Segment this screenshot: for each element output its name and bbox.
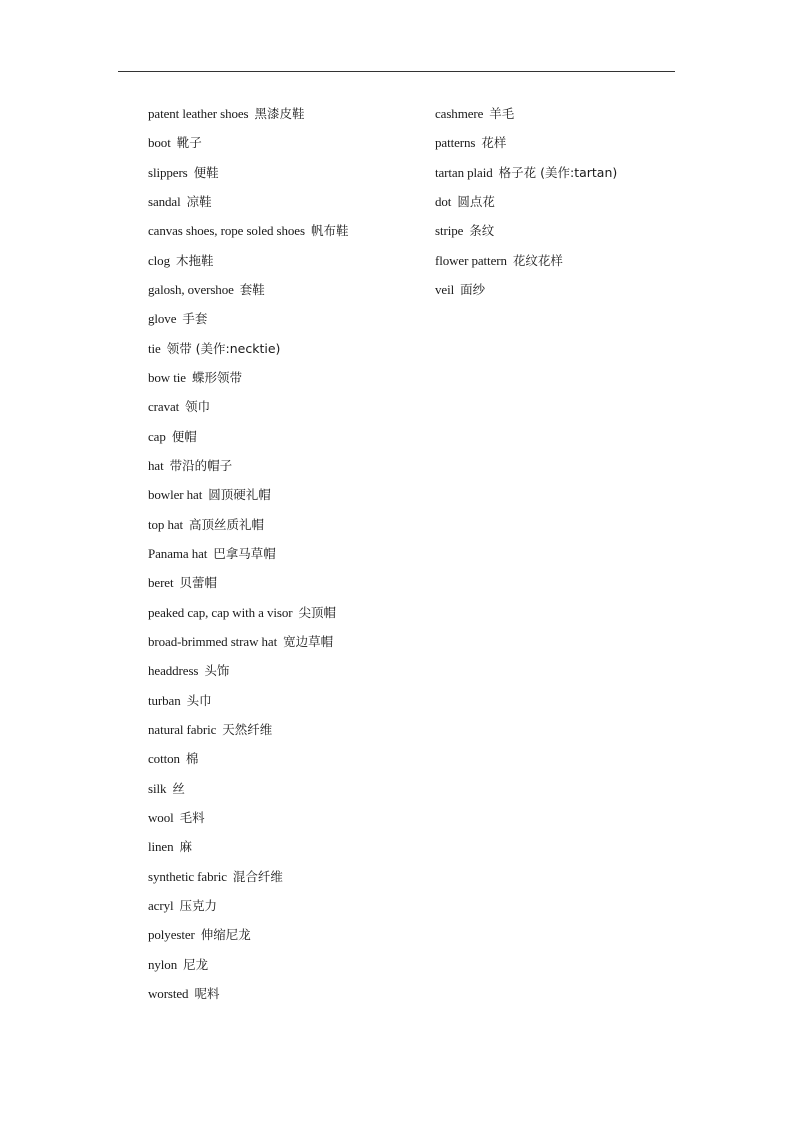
english-term: natural fabric [148, 721, 217, 737]
chinese-term: 领带 (美作:necktie) [166, 340, 281, 356]
chinese-term: 麻 [179, 839, 193, 855]
vocab-entry [435, 163, 695, 192]
english-term: headdress [148, 663, 199, 679]
vocab-entry [148, 720, 428, 749]
chinese-term: 高顶丝质礼帽 [189, 516, 265, 532]
chinese-term: 毛料 [179, 809, 205, 825]
english-term: top hat [148, 516, 184, 532]
vocab-entry [148, 808, 428, 837]
vocab-entry [435, 133, 695, 162]
chinese-term: 头巾 [186, 692, 212, 708]
english-term: boot [148, 135, 171, 151]
chinese-term: 丝 [172, 780, 185, 796]
chinese-term: 羊毛 [489, 106, 515, 121]
chinese-term: 压克力 [179, 897, 217, 913]
chinese-term: 尖顶帽 [298, 604, 336, 620]
header-rule [118, 71, 675, 72]
english-term: peaked cap, cap with a visor [148, 604, 293, 620]
english-term: turban [148, 692, 181, 708]
english-term: cashmere [435, 106, 484, 121]
english-term: glove [148, 311, 177, 327]
vocab-entry [148, 573, 428, 602]
chinese-term: 手套 [182, 311, 208, 327]
chinese-term: 帆布鞋 [310, 223, 349, 239]
chinese-term: 棉 [185, 751, 199, 767]
chinese-term: 头饰 [204, 663, 230, 679]
vocab-entry [148, 896, 428, 925]
english-term: tie [148, 340, 161, 356]
english-term: worsted [148, 985, 189, 1001]
english-term: bowler hat [148, 487, 203, 503]
chinese-term: 面纱 [460, 281, 486, 297]
english-term: polyester [148, 927, 195, 943]
english-term: Panama hat [148, 545, 208, 561]
english-term: wool [148, 809, 174, 825]
vocab-entry [148, 779, 428, 808]
chinese-term: 套鞋 [239, 281, 265, 297]
english-term: stripe [435, 223, 464, 239]
vocab-entry [148, 427, 428, 456]
english-term: galosh, overshoe [148, 281, 234, 297]
vocab-entry [148, 485, 428, 514]
english-term: canvas shoes, rope soled shoes [148, 223, 305, 239]
chinese-term: 蝶形领带 [191, 369, 242, 385]
vocab-entry [148, 221, 428, 250]
english-term: nylon [148, 956, 178, 972]
english-term: hat [148, 457, 164, 473]
english-term: synthetic fabric [148, 868, 227, 884]
vocab-entry [148, 368, 428, 397]
vocab-entry [148, 104, 428, 133]
chinese-term: 贝蕾帽 [179, 575, 217, 591]
english-term: dot [435, 193, 452, 209]
vocabulary-column-left [148, 104, 428, 1013]
vocab-entry [148, 280, 428, 309]
vocab-entry [435, 221, 695, 250]
vocab-entry [148, 632, 428, 661]
english-term: acryl [148, 897, 174, 913]
english-term: broad-brimmed straw hat [148, 633, 278, 649]
vocab-entry [148, 955, 428, 984]
english-term: patterns [435, 135, 476, 151]
vocab-entry [148, 397, 428, 426]
chinese-term: 天然纤维 [222, 721, 273, 737]
chinese-term: 凉鞋 [186, 193, 212, 209]
chinese-term: 呢料 [194, 985, 220, 1001]
english-term: linen [148, 839, 174, 855]
vocab-entry [148, 192, 428, 221]
vocab-entry [435, 251, 695, 280]
chinese-term: 靴子 [176, 135, 202, 151]
vocab-entry [148, 456, 428, 485]
chinese-term: 巴拿马草帽 [213, 545, 276, 561]
vocab-entry [148, 661, 428, 690]
chinese-term: 圆顶硬礼帽 [208, 487, 271, 503]
vocab-entry [148, 867, 428, 896]
vocab-entry [148, 984, 428, 1013]
vocabulary-column-right [435, 104, 695, 309]
chinese-term: 领巾 [185, 399, 211, 415]
english-term: veil [435, 281, 455, 297]
english-term: sandal [148, 193, 181, 209]
english-term: silk [148, 780, 167, 796]
vocab-entry [148, 309, 428, 338]
chinese-term: 带沿的帽子 [169, 457, 233, 473]
chinese-term: 宽边草帽 [283, 633, 334, 649]
chinese-term: 尼龙 [183, 956, 209, 972]
chinese-term: 花样 [481, 135, 507, 151]
chinese-term: 便帽 [171, 428, 197, 444]
english-term: cap [148, 428, 166, 444]
english-term: slippers [148, 164, 188, 180]
english-term: cotton [148, 751, 180, 767]
english-term: cravat [148, 399, 180, 415]
chinese-term: 便鞋 [193, 164, 219, 180]
vocab-entry [435, 192, 695, 221]
vocab-entry [148, 133, 428, 162]
chinese-term: 木拖鞋 [175, 252, 214, 268]
vocab-entry [435, 280, 695, 309]
english-term: tartan plaid [435, 164, 493, 180]
chinese-term: 花纹花样 [512, 252, 563, 268]
english-term: patent leather shoes [148, 106, 249, 121]
vocab-entry [148, 749, 428, 778]
english-term: beret [148, 575, 174, 591]
vocab-entry [435, 104, 695, 133]
chinese-term: 混合纤维 [232, 868, 283, 884]
vocab-entry [148, 837, 428, 866]
vocab-entry [148, 515, 428, 544]
chinese-term: 黑漆皮鞋 [254, 106, 305, 121]
chinese-term: 圆点花 [457, 193, 495, 209]
vocab-entry [148, 251, 428, 280]
chinese-term: 条纹 [469, 223, 495, 239]
vocab-entry [148, 691, 428, 720]
vocab-entry [148, 925, 428, 954]
english-term: flower pattern [435, 252, 507, 268]
vocab-entry [148, 163, 428, 192]
chinese-term: 伸缩尼龙 [200, 927, 251, 943]
vocab-entry [148, 544, 428, 573]
vocab-entry [148, 603, 428, 632]
vocab-entry [148, 339, 428, 368]
chinese-term: 格子花 (美作:tartan) [498, 164, 618, 180]
english-term: bow tie [148, 369, 186, 385]
english-term: clog [148, 252, 170, 268]
